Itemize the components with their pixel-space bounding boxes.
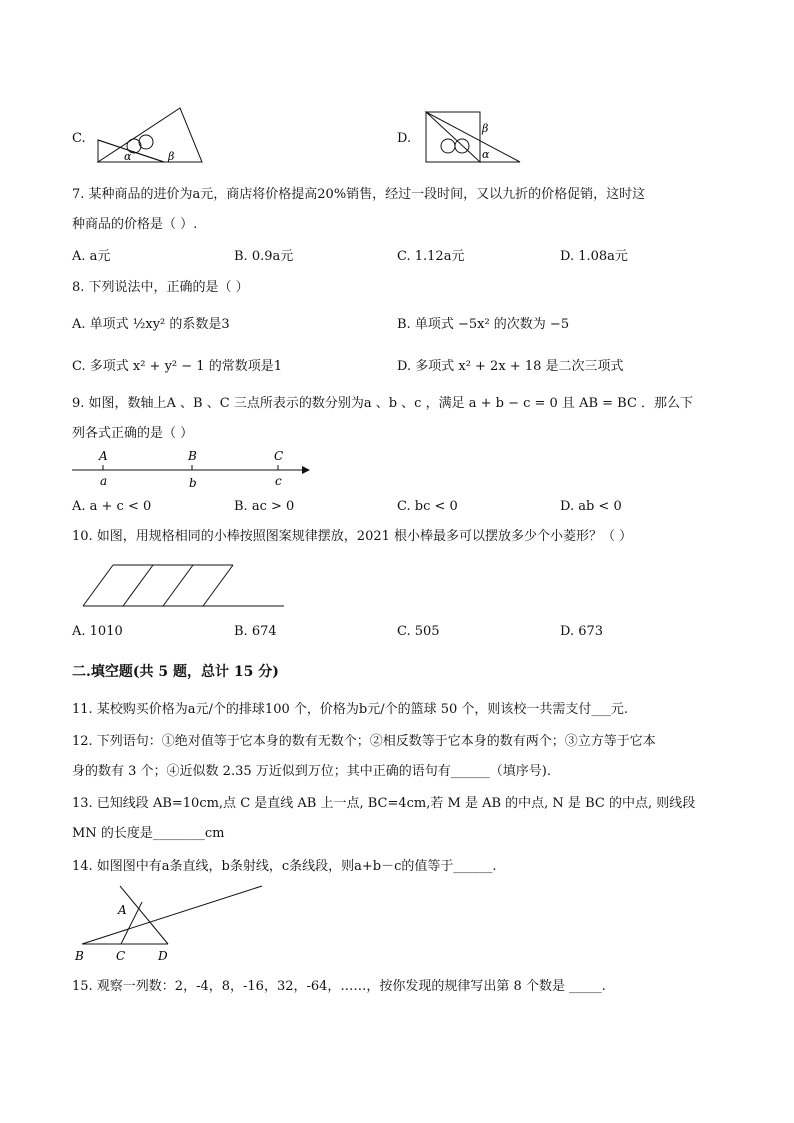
q8-option-b: B. 单项式 −5x² 的次数为 −5 [397,317,570,332]
q14-label-d: D [158,949,168,963]
q6-d-alpha: α [482,148,490,161]
q9-option-c: C. bc < 0 [397,499,458,514]
q9-stem-line2: 列各式正确的是（ ） [72,426,194,441]
q9-option-a: A. a + c < 0 [72,499,152,514]
q10-option-c: C. 505 [397,624,440,639]
q13-line1: 13. 已知线段 AB=10cm,点 C 是直线 AB 上一点, BC=4cm,若 M 是 AB 的中点, N 是 BC 的中点, 则线段 [72,796,696,811]
q6-option-d-label: D. [397,131,412,146]
q10-rhombus-figure [80,562,290,610]
q9-point-b-value: b [189,476,197,490]
q9-option-d: D. ab < 0 [560,499,622,514]
q9-point-b-label: B [188,449,197,463]
q14-geometry-figure [72,884,272,964]
q7-option-b: B. 0.9a元 [234,249,294,264]
q14-label-a: A [118,903,127,917]
q12-line1: 12. 下列语句：①绝对值等于它本身的数有无数个；②相反数等于它本身的数有两个；③立方等于它本 [72,734,656,749]
q9-number-line [70,446,316,490]
q9-point-a-label: A [99,449,108,463]
q7-stem-line1: 7. 某种商品的进价为a元，商店将价格提高20%销售，经过一段时间，又以九折的价格促销，这时这 [72,187,646,202]
q9-point-c-label: C [274,449,284,463]
q8-option-d: D. 多项式 x² + 2x + 18 是二次三项式 [397,359,624,374]
q6-c-alpha: α [124,150,132,163]
q6-option-d-figure [420,108,524,166]
q7-option-a: A. a元 [72,249,111,264]
q6-c-beta: β [168,150,175,163]
q6-option-c-label: C. [72,131,86,146]
q6-option-c-figure [94,104,206,168]
q12-line2: 身的数有 3 个；④近似数 2.35 万近似到万位；其中正确的语句有______（填序号). [72,764,551,779]
q9-stem-line1: 9. 如图，数轴上A 、B 、C 三点所表示的数分别为a 、b 、c ，满足 a + b − c = 0 且 AB = BC ．那么下 [72,396,694,411]
q9-option-b: B. ac > 0 [234,499,295,514]
q7-option-d: D. 1.08a元 [560,249,628,264]
q6-d-beta: β [482,122,489,135]
q7-stem-line2: 种商品的价格是（ ）. [72,217,198,232]
q9-point-c-value: c [275,474,282,488]
q14-label-c: C [116,949,126,963]
q14-text: 14. 如图图中有a条直线，b条射线，c条线段，则a+b－c的值等于______. [72,859,497,874]
q8-stem: 8. 下列说法中，正确的是（ ） [72,280,249,295]
q10-option-b: B. 674 [234,624,277,639]
q15-text: 15. 观察一列数：2，-4，8，-16，32，-64，……，按你发现的规律写出第 8 个数是 _____. [72,979,606,994]
q8-option-a: A. 单项式 ½xy² 的系数是3 [72,317,230,332]
q10-option-a: A. 1010 [72,624,123,639]
q11-text: 11. 某校购买价格为a元/个的排球100 个，价格为b元/个的篮球 50 个，则该校一共需支付___元. [72,702,629,717]
q10-option-d: D. 673 [560,624,604,639]
q9-point-a-value: a [100,474,108,488]
q7-option-c: C. 1.12a元 [397,249,465,264]
q10-stem: 10. 如图，用规格相同的小棒按照图案规律摆放，2021 根小棒最多可以摆放多少个小菱形？（ ） [72,529,633,544]
section-fill-in-title: 二.填空题(共 5 题，总计 15 分) [72,664,279,680]
q14-label-b: B [75,949,84,963]
q13-line2: MN 的长度是________cm [72,826,225,841]
q8-option-c: C. 多项式 x² + y² − 1 的常数项是1 [72,359,282,374]
